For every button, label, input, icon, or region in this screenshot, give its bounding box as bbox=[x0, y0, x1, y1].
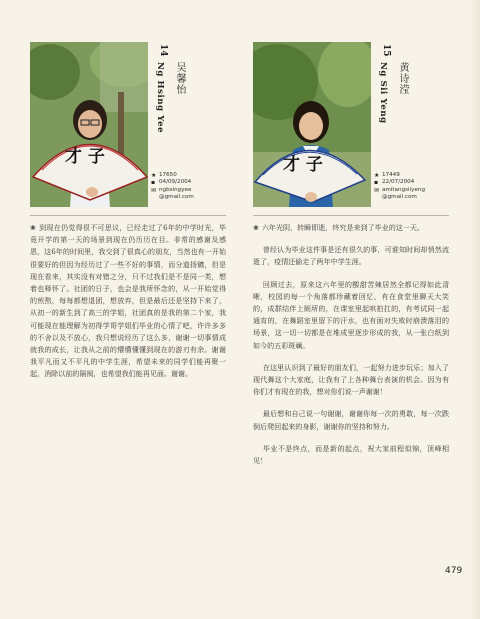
gift-icon: ▪ bbox=[374, 179, 379, 187]
message-right-paragraph: 在这里认识到了最好的朋友们，一起努力进步玩乐；加入了现代舞这个大家庭，让我有了上各种舞台表演的机会。因为有你们才有现在的我，想对你们说一声谢谢！ bbox=[253, 362, 449, 397]
flower-icon: ❀ bbox=[253, 224, 259, 232]
message-right-paragraph: 毕业不是终点，而是新的起点，祝大家前程似锦，顶峰相见！ bbox=[253, 443, 449, 466]
star-icon: ★ bbox=[374, 172, 380, 179]
name-block-left bbox=[151, 44, 227, 164]
student-dob-right: 22/07/2004 bbox=[382, 179, 415, 186]
message-right-paragraph: 最后想和自己说一句谢谢，谢谢你每一次的勇敢，每一次跌倒后爬回起来的身影，谢谢你的坚持和努力。 bbox=[253, 409, 449, 431]
divider-left bbox=[30, 215, 226, 216]
fan-text-left: 才 子 bbox=[65, 147, 105, 167]
message-left bbox=[30, 222, 226, 381]
student-roman-name-left: Ng Hsing Yee bbox=[155, 62, 165, 134]
flower-icon: ❀ bbox=[30, 224, 37, 232]
page-edge bbox=[470, 0, 480, 619]
contact-info-right bbox=[374, 172, 450, 202]
student-chinese-name-left: 吴馨怡 bbox=[174, 62, 185, 95]
student-dob-left: 04/09/2004 bbox=[159, 179, 192, 186]
student-email-user-left: ngbsingyee bbox=[159, 186, 192, 193]
student-email-domain-left: @gmail.com bbox=[159, 194, 194, 201]
message-right-paragraph: 曾经认为毕业这件事是还有很久的事，可谁知时间却悄然流逝了，疫情还偷走了两年中学生涯。 bbox=[253, 245, 449, 267]
message-right-paragraph: 回顾过去，原来这六年里的酸甜苦辣居然全都记得如此清晰，校园的每一个角落都珍藏着回忆，有在食堂里聊天大笑的，成群结伴上厕所的，在课室里起哄拍扛的，有考试同一起通宵的，在舞蹈室里留下的汗水，也有面对失败时崩溃落泪的场景，这一切一切都是在堆成里逐步形成的我，从一张白纸到如今的五彩斑斓。 bbox=[253, 279, 449, 350]
message-right-paragraph: 六年光阴，转瞬即逝，终究是来到了毕业的这一天。 bbox=[261, 223, 424, 232]
student-id-left: 17650 bbox=[159, 172, 177, 178]
contact-info-left bbox=[151, 172, 227, 202]
student-number-left: 14 bbox=[158, 44, 168, 57]
star-icon: ★ bbox=[151, 172, 157, 179]
student-photo-left bbox=[30, 42, 148, 207]
message-right bbox=[253, 222, 449, 467]
student-photo-right bbox=[253, 42, 371, 207]
email-icon: ✉ bbox=[151, 186, 157, 194]
gift-icon: ▪ bbox=[151, 179, 156, 187]
student-id-right: 17449 bbox=[382, 172, 400, 178]
fan-text-right: 才 子 bbox=[283, 155, 323, 175]
page-number: 479 bbox=[445, 566, 463, 576]
student-email-user-right: amitangsiiyeng bbox=[382, 186, 426, 193]
student-email-domain-right: @gmail.com bbox=[382, 194, 417, 201]
student-number-right: 15 bbox=[381, 44, 391, 57]
divider-right bbox=[253, 215, 449, 216]
student-chinese-name-right: 黄诗滢 bbox=[397, 62, 408, 95]
student-profile-left bbox=[30, 42, 226, 391]
name-block-right bbox=[374, 44, 450, 164]
message-left-paragraph: 到现在仍觉得很不可思议，已经走过了6年的中学时光，毕竟开学的第一天的场景到现在仍历历在目。非常的感谢及感恩，这6年的时间里，我交到了很真心的朋友，当然也有一开始很要好的但因为经历过了一些不好的事情，而分道扬镳，但是现在看来，其实没有对错之分，只不过我们是不是同一类，想着也释怀了。社团的日子，也会是我所怀念的，从一开始觉得的煎熬，每每都想退团，想放弃，但是最后还是坚持下来了，从初一的新生到了高三的学姐，社团真的是我的第二个家，我可能现在能理解为初得学哥学姐们毕业的心情了吧，许许多多的不舍以及不放心，我只想说经历了这么多，谢谢一切事情成就我的成长，让我从之前的懵懵懂懂到现在的游刃有余。谢谢我平凡而又不平凡的中学生涯，希望未来的同学们能再聚一起，消除以前的隔阂，也希望我们能再见面。谢谢。 bbox=[30, 223, 226, 379]
email-icon: ✉ bbox=[374, 186, 380, 194]
student-roman-name-right: Ng Sii Yeng bbox=[378, 62, 388, 124]
student-profile-right bbox=[253, 42, 449, 477]
